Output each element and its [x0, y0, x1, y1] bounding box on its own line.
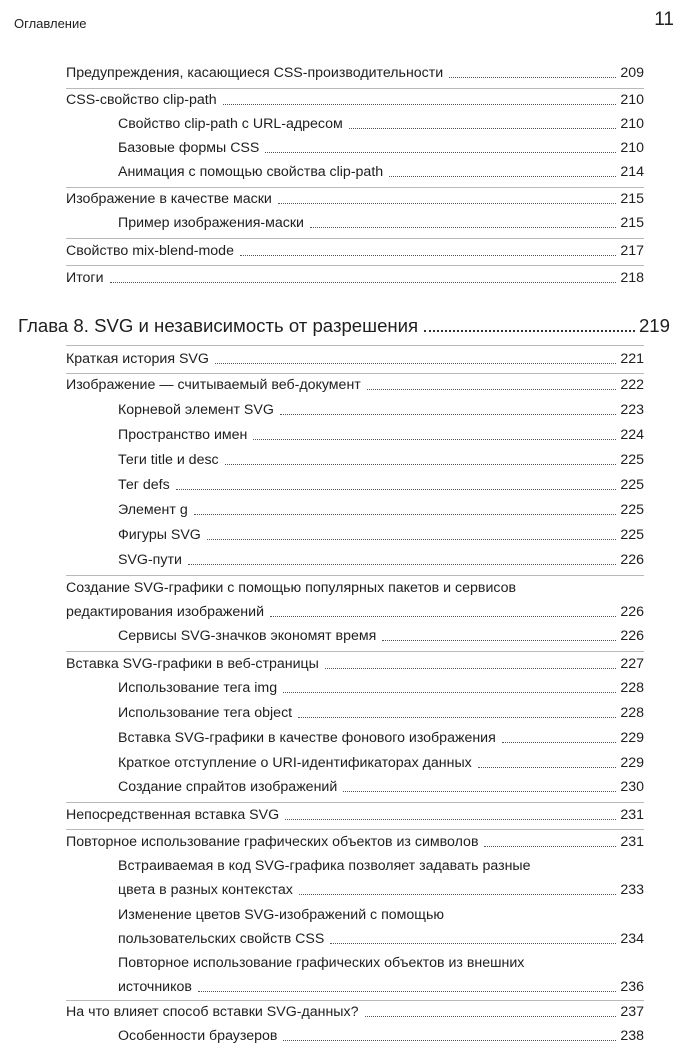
- separator-rule: [66, 345, 644, 346]
- dot-leader: [449, 76, 616, 78]
- dot-leader: [343, 790, 616, 792]
- toc-entry[interactable]: [66, 832, 644, 852]
- toc-subentry[interactable]: [118, 728, 644, 748]
- toc-entry-title: Использование тега object: [118, 705, 293, 721]
- toc-entry-page: 238: [620, 1028, 644, 1044]
- dot-leader: [280, 413, 616, 415]
- toc-entry-page: 225: [620, 527, 644, 543]
- toc-entry-page: 214: [620, 164, 644, 180]
- toc-entry-title: Свойство clip-path с URL-адресом: [118, 116, 343, 132]
- toc-entry[interactable]: [66, 63, 644, 83]
- toc-entry-title: Элемент g: [118, 502, 188, 518]
- separator-rule: [66, 238, 644, 239]
- separator-rule: [66, 651, 644, 652]
- separator-rule: [66, 265, 644, 266]
- toc-entry-title: Тег defs: [118, 477, 170, 493]
- toc-entry-title: Пространство имен: [118, 427, 248, 443]
- toc-entry-title-line1: Изменение цветов SVG-изображений с помощью: [118, 907, 445, 923]
- toc-entry-page: 221: [620, 351, 644, 367]
- toc-entry-title: Изображение в качестве маски: [66, 191, 272, 207]
- toc-entry[interactable]: [66, 90, 644, 110]
- dot-leader: [389, 175, 616, 177]
- toc-entry-page: 230: [620, 779, 644, 795]
- toc-entry-page: 236: [620, 979, 644, 995]
- toc-subentry[interactable]: [118, 678, 644, 698]
- toc-entry-page: 209: [620, 65, 644, 81]
- toc-subentry[interactable]: [118, 475, 644, 495]
- dot-leader: [367, 388, 617, 390]
- toc-entry-page: 228: [620, 705, 644, 721]
- toc-entry-page: 218: [620, 270, 644, 286]
- toc-entry-title: Изображение — считываемый веб-документ: [66, 377, 361, 393]
- toc-entry-page: 215: [620, 191, 644, 207]
- toc-entry-title-line2: редактирования изображений: [66, 604, 264, 620]
- toc-entry-title: Краткая история SVG: [66, 351, 209, 367]
- toc-entry[interactable]: [66, 654, 644, 674]
- toc-entry-page: 226: [620, 604, 644, 620]
- dot-leader: [502, 741, 617, 743]
- toc-entry-title: Глава 8. SVG и независимость от разрешения: [18, 315, 419, 336]
- toc-entry-page: 226: [620, 552, 644, 568]
- toc-entry-title: Вставка SVG-графики в веб-страницы: [66, 656, 319, 672]
- toc-subentry[interactable]: [118, 213, 644, 233]
- toc-entry-title-line1: Повторное использование графических объектов из внешних: [118, 955, 525, 971]
- toc-entry[interactable]: [66, 375, 644, 395]
- toc-subentry[interactable]: [118, 777, 644, 797]
- toc-subentry[interactable]: [118, 905, 644, 949]
- toc-chapter-heading[interactable]: [18, 314, 670, 338]
- separator-rule: [66, 373, 644, 374]
- toc-entry[interactable]: [66, 189, 644, 209]
- toc-entry-title: Фигуры SVG: [118, 527, 201, 543]
- toc-entry-page: 225: [620, 477, 644, 493]
- toc-subentry[interactable]: [118, 953, 644, 997]
- dot-leader: [225, 463, 617, 465]
- toc-entry[interactable]: [66, 1002, 644, 1022]
- toc-subentry[interactable]: [118, 856, 644, 900]
- toc-entry-page: 219: [638, 315, 670, 336]
- dot-leader: [265, 151, 616, 153]
- toc-entry-title: Повторное использование графических объектов из символов: [66, 834, 479, 850]
- toc-subentry[interactable]: [118, 626, 644, 646]
- toc-subentry[interactable]: [118, 1026, 644, 1046]
- dot-leader: [285, 818, 616, 820]
- separator-rule: [66, 88, 644, 89]
- dot-leader: [198, 990, 616, 992]
- dot-leader: [382, 639, 616, 641]
- toc-entry-title: Корневой элемент SVG: [118, 402, 274, 418]
- toc-entry-page: 237: [620, 1004, 644, 1020]
- toc-entry-page: 234: [620, 931, 644, 947]
- toc-entry-title: Сервисы SVG-значков экономят время: [118, 628, 377, 644]
- toc-entry-title-line1: Встраиваемая в код SVG-графика позволяет задавать разные: [118, 858, 531, 874]
- toc-entry[interactable]: [66, 268, 644, 288]
- toc-entry-title: Пример изображения-маски: [118, 215, 304, 231]
- toc-entry[interactable]: [66, 805, 644, 825]
- toc-subentry[interactable]: [118, 500, 644, 520]
- dot-leader: [484, 845, 616, 847]
- toc-subentry[interactable]: [118, 114, 644, 134]
- dot-leader: [478, 766, 617, 768]
- toc-subentry[interactable]: [118, 703, 644, 723]
- toc-entry-page: 231: [620, 834, 644, 850]
- running-head: Оглавление: [14, 16, 87, 31]
- toc-entry-page: 210: [620, 116, 644, 132]
- dot-leader: [176, 488, 617, 490]
- separator-rule: [66, 829, 644, 830]
- dot-leader: [330, 942, 616, 944]
- dot-leader: [325, 667, 616, 669]
- toc-entry-page: 223: [620, 402, 644, 418]
- toc-subentry[interactable]: [118, 162, 644, 182]
- dot-leader: [349, 127, 617, 129]
- toc-entry[interactable]: [66, 578, 644, 622]
- dot-leader: [299, 893, 616, 895]
- toc-entry-title-line2: цвета в разных контекстах: [118, 882, 293, 898]
- separator-rule: [66, 187, 644, 188]
- toc-entry-page: 225: [620, 502, 644, 518]
- toc-entry-page: 217: [620, 243, 644, 259]
- toc-entry-title-line1: Создание SVG-графики с помощью популярных пакетов и сервисов: [66, 580, 517, 596]
- toc-subentry[interactable]: [118, 753, 644, 773]
- toc-entry-title: SVG-пути: [118, 552, 182, 568]
- toc-entry-page: 231: [620, 807, 644, 823]
- toc-entry-title-line2: пользовательских свойств CSS: [118, 931, 325, 947]
- dot-leader: [310, 226, 616, 228]
- dot-leader: [283, 1039, 616, 1041]
- toc-entry-page: 229: [620, 730, 644, 746]
- separator-rule: [66, 575, 644, 576]
- toc-entry-title: CSS-свойство clip-path: [66, 92, 217, 108]
- toc-entry-title: На что влияет способ вставки SVG-данных?: [66, 1004, 359, 1020]
- toc-entry-title: Создание спрайтов изображений: [118, 779, 338, 795]
- toc-subentry[interactable]: [118, 450, 644, 470]
- toc-entry[interactable]: [66, 241, 644, 261]
- dot-leader: [253, 438, 616, 440]
- toc-subentry[interactable]: [118, 525, 644, 545]
- dot-leader: [278, 202, 616, 204]
- separator-rule: [66, 1000, 644, 1001]
- toc-entry-page: 228: [620, 680, 644, 696]
- page-number: 11: [654, 9, 674, 30]
- toc-entry-title: Краткое отступление о URI-идентификаторах данных: [118, 755, 472, 771]
- toc-subentry[interactable]: [118, 400, 644, 420]
- dot-leader: [283, 691, 616, 693]
- toc-subentry[interactable]: [118, 138, 644, 158]
- toc-entry-title: Теги title и desc: [118, 452, 219, 468]
- toc-entry-title: Итоги: [66, 270, 104, 286]
- dot-leader: [270, 615, 616, 617]
- toc-entry-title: Использование тега img: [118, 680, 278, 696]
- dot-leader: [298, 716, 616, 718]
- toc-entry-page: 210: [620, 140, 644, 156]
- separator-rule: [66, 802, 644, 803]
- toc-entry-page: 229: [620, 755, 644, 771]
- toc-entry-title: Непосредственная вставка SVG: [66, 807, 280, 823]
- toc-entry-title: Вставка SVG-графики в качестве фонового изображения: [118, 730, 496, 746]
- toc-entry-page: 227: [620, 656, 644, 672]
- toc-entry-title: Предупреждения, касающиеся CSS-производительности: [66, 65, 444, 81]
- dot-leader: [365, 1015, 617, 1017]
- dot-leader: [188, 563, 616, 565]
- toc-entry-page: 233: [620, 882, 644, 898]
- toc-entry-page: 210: [620, 92, 644, 108]
- dot-leader: [110, 281, 617, 283]
- dot-leader: [194, 513, 617, 515]
- toc-entry-title: Особенности браузеров: [118, 1028, 278, 1044]
- toc-subentry[interactable]: [118, 425, 644, 445]
- dot-leader: [240, 254, 616, 256]
- dot-leader: [207, 538, 617, 540]
- toc-entry-title: Базовые формы CSS: [118, 140, 260, 156]
- dot-leader: [223, 103, 617, 105]
- toc-entry-page: 222: [620, 377, 644, 393]
- toc-entry-page: 224: [620, 427, 644, 443]
- toc-entry-title: Анимация с помощью свойства clip-path: [118, 164, 384, 180]
- toc-entry[interactable]: [66, 349, 644, 369]
- toc-subentry[interactable]: [118, 550, 644, 570]
- toc-entry-title-line2: источников: [118, 979, 192, 995]
- toc-entry-page: 226: [620, 628, 644, 644]
- toc-entry-page: 215: [620, 215, 644, 231]
- toc-entry-title: Свойство mix-blend-mode: [66, 243, 234, 259]
- toc-entry-page: 225: [620, 452, 644, 468]
- dot-leader: [424, 329, 635, 332]
- dot-leader: [215, 362, 616, 364]
